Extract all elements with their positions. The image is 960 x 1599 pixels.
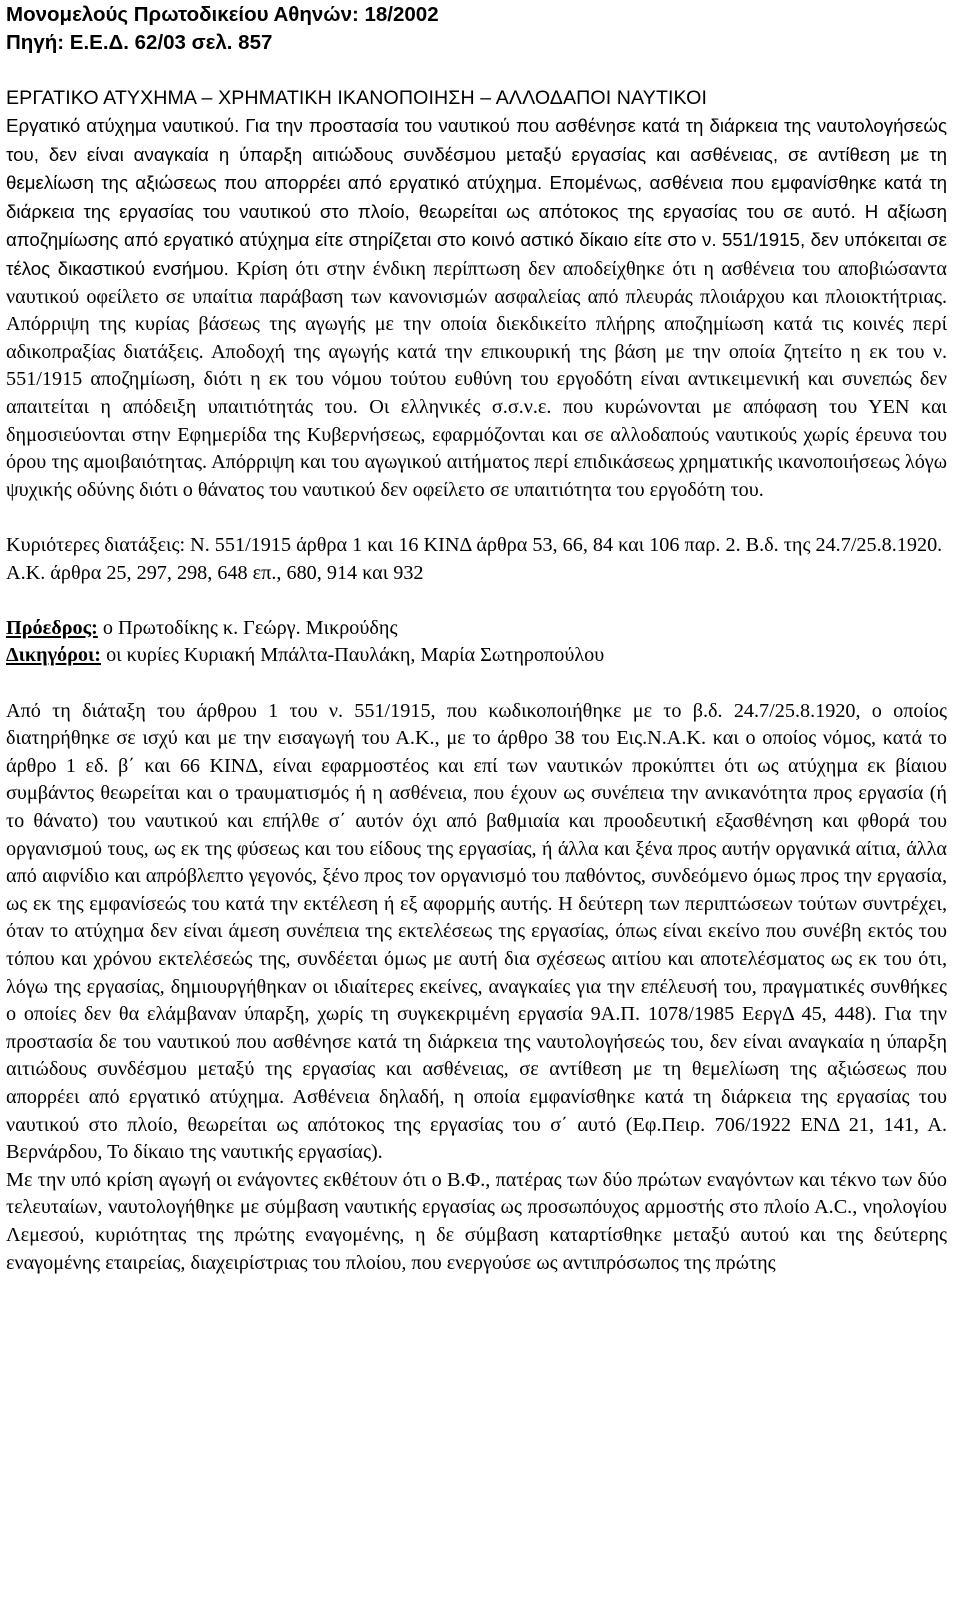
spacer	[6, 57, 947, 85]
spacer	[6, 504, 947, 532]
lawyers-line	[6, 642, 947, 670]
spacer	[6, 670, 947, 698]
body-paragraph-1: Από τη διάταξη του άρθρου 1 του ν. 551/1915, που κωδικοποιήθηκε με το β.δ. 24.7/25.8.1920, ο οποίος διατηρήθηκε σε ισχύ και με την εισαγωγή του Α.Κ., με το άρθρο 38 του Εις.Ν.Α.Κ. και ο οποίος νόμος, κατά το άρθρο 1 εδ. β΄ και 66 ΚΙΝΔ, είναι εφαρμοστέος και επί των ναυτικών προκύπτει ότι ως ατύχημα εκ βίαιου συμβάντος θεωρείται και ο τραυματισμός ή η ασθένεια, που έχουν ως συνέπεια την ανικανότητα προς εργασία (ή το θάνατο) του ναυτικού και επήλθε σ΄ αυτόν όχι από βαθμιαία και προοδευτική εξασθένηση και φθορά του οργανισμού τους, ως εκ της φύσεως και του είδους της εργασίας, ή άλλα και ξένα προς αυτήν οργανικά αίτια, άλλα από αιφνίδιο και απρόβλεπτο γεγονός, ξένο προς τον οργανισμό του παθόντος, συνδεόμενο όμως προς την εργασία, ως εκ της εμφανίσεώς του κατά την εκτέλεση ή εξ αφορμής αυτής. Η δεύτερη των περιπτώσεων τούτων συντρέχει, όταν το ατύχημα δεν είναι άμεση συνέπεια της εκτελέσεως της εργασίας, όπως είναι εκείνο που συνέβη εκτός του τόπου και χρόνου εκτελέσεώς της, συνδέεται όμως με αυτή δια σχέσεως αιτίου και αποτελέσματος ως εκ του ότι, λόγω της εργασίας, δημιουργήθηκαν οι ιδιαίτερες εκείνες, αναγκαίες για την επέλευσή του, πραγματικές συνθήκες ο οποίες δεν θα ελάμβαναν ύπαρξη, χωρίς τη συγκεκριμένη εργασία 9Α.Π. 1078/1985 ΕεργΔ 45, 448). Για την προστασία δε του ναυτικού που ασθένησε κατά τη διάρκεια της ναυτολογήσεώς του, δεν είναι αναγκαία η ύπαρξη αιτιώδους συνδέσμου μεταξύ της εργασίας και ασθένειας, σε αντίθεση με τη θεμελίωση της αξιώσεως που απορρέει από εργατικό ατύχημα. Ασθένεια δηλαδή, η οποία εμφανίσθηκε κατά τη διάρκεια της εργασίας του ναυτικού στο πλοίο, θεωρείται ως απότοκος της εργασίας του σ΄ αυτό (Εφ.Πειρ. 706/1922 ΕΝΔ 21, 141, Α. Βερνάρδου, Το δίκαιο της ναυτικής εργασίας).	[6, 699, 947, 1164]
lawyers-value: οι κυρίες Κυριακή Μπάλτα-Παυλάκη, Μαρία Σωτηροπούλου	[101, 644, 605, 667]
body-paragraph-2: Με την υπό κρίση αγωγή οι ενάγοντες εκθέτουν ότι ο Β.Φ., πατέρας των δύο πρώτων εναγόντων και τέκνο των δύο τελευταίων, ναυτολογήθηκε με σύμβαση ναυτικής εργασίας ως προσωπόυχος αρμοστής στο πλοίο Α.C., νηολογίου Λεμεσού, κυριότητας της πρώτης εναγομένης, η δε σύμβαση καταρτίσθηκε μεταξύ αυτού και της δεύτερης εναγομένης εταιρείας, διαχειρίστριας του πλοίου, που ενεργούσε ως αντιπρόσωπος της πρώτης	[6, 1168, 947, 1274]
spacer	[6, 588, 947, 615]
lawyers-label: Δικηγόροι:	[6, 644, 102, 667]
president-line	[6, 615, 947, 643]
summary-serif-text: Κρίση ότι στην ένδικη περίπτωση δεν αποδείχθηκε ότι η ασθένεια του αποβιώσαντα ναυτικού οφείλετο σε υπαίτια παράβαση των κανονισμών ασφαλείας από πλευράς πλοιάρχου και πλοιοκτήτριας. Απόρριψη της κυρίας βάσεως της αγωγής με την οποία διεκδικείτο πλήρης αποζημίωση κατά τις κοινές περί αδικοπραξίας διατάξεις. Αποδοχή της αγωγής κατά την επικουρική της βάση με την οποία ζητείτο η εκ του ν. 551/1915 αποζημίωση, διότι η εκ του νόμου τούτου ευθύνη του εργοδότη είναι αντικειμενική και συνεπώς δεν απαιτείται η απόδειξη υπαιτιότητάς του. Οι ελληνικές σ.σ.ν.ε. που κυρώνονται με απόφαση του ΥΕΝ και δημοσιεύονται στην Εφημερίδα της Κυβερνήσεως, εφαρμόζονται και σε αλλοδαπούς ναυτικούς χωρίς έρευνα του όρου της αμοιβαιότητας. Απόρριψη και του αγωγικού αιτήματος περί επιδικάσεως χρηματικής ικανοποιήσεως λόγω ψυχικής οδύνης διότι ο θάνατος του ναυτικού δεν οφείλετο σε υπαιτιότητα του εργοδότη του.	[6, 257, 947, 501]
president-value: ο Πρωτοδίκης κ. Γεώργ. Μικρούδης	[97, 616, 398, 639]
key-provisions: Κυριότερες διατάξεις: Ν. 551/1915 άρθρα 1 και 16 ΚΙΝΔ άρθρα 53, 66, 84 και 106 παρ. 2. Β.δ. της 24.7/25.8.1920. Α.Κ. άρθρα 25, 297, 298, 648 επ., 680, 914 και 932	[6, 534, 943, 584]
summary-sans-text: Εργατικό ατύχημα ναυτικού. Για την προστασία του ναυτικού που ασθένησε κατά τη διάρκεια της ναυτολογήσεώς του, δεν είναι αναγκαία η ύπαρξη αιτιώδους συνδέσμου μεταξύ εργασίας και ασθένειας, σε αντίθεση με τη θεμελίωση της αξιώσεως που απορρέει από εργατικό ατύχημα. Επομένως, ασθένεια που εμφανίσθηκε κατά τη διάρκεια της εργασίας του ναυτικού στο πλοίο, θεωρείται ως απότοκος της εργασίας του σε αυτό. Η αξίωση αποζημίωσης από εργατικό ατύχημα είτε στηρίζεται στο κοινό αστικό δίκαιο είτε στο ν. 551/1915, δεν υπόκειται σε τέλος δικαστικού ενσήμου.	[6, 115, 947, 279]
case-summary	[6, 112, 947, 504]
case-keywords-title: ΕΡΓΑΤΙΚΟ ΑΤΥΧΗΜΑ – ΧΡΗΜΑΤΙΚΗ ΙΚΑΝΟΠΟΙΗΣΗ – ΑΛΛΟΔΑΠΟΙ ΝΑΥΤΙΚΟΙ	[6, 87, 708, 109]
court-decision-heading: Μονομελούς Πρωτοδικείου Αθηνών: 18/2002	[6, 3, 439, 26]
president-label: Πρόεδρος:	[6, 616, 98, 639]
source-reference: Πηγή: Ε.Ε.Δ. 62/03 σελ. 857	[6, 31, 273, 54]
